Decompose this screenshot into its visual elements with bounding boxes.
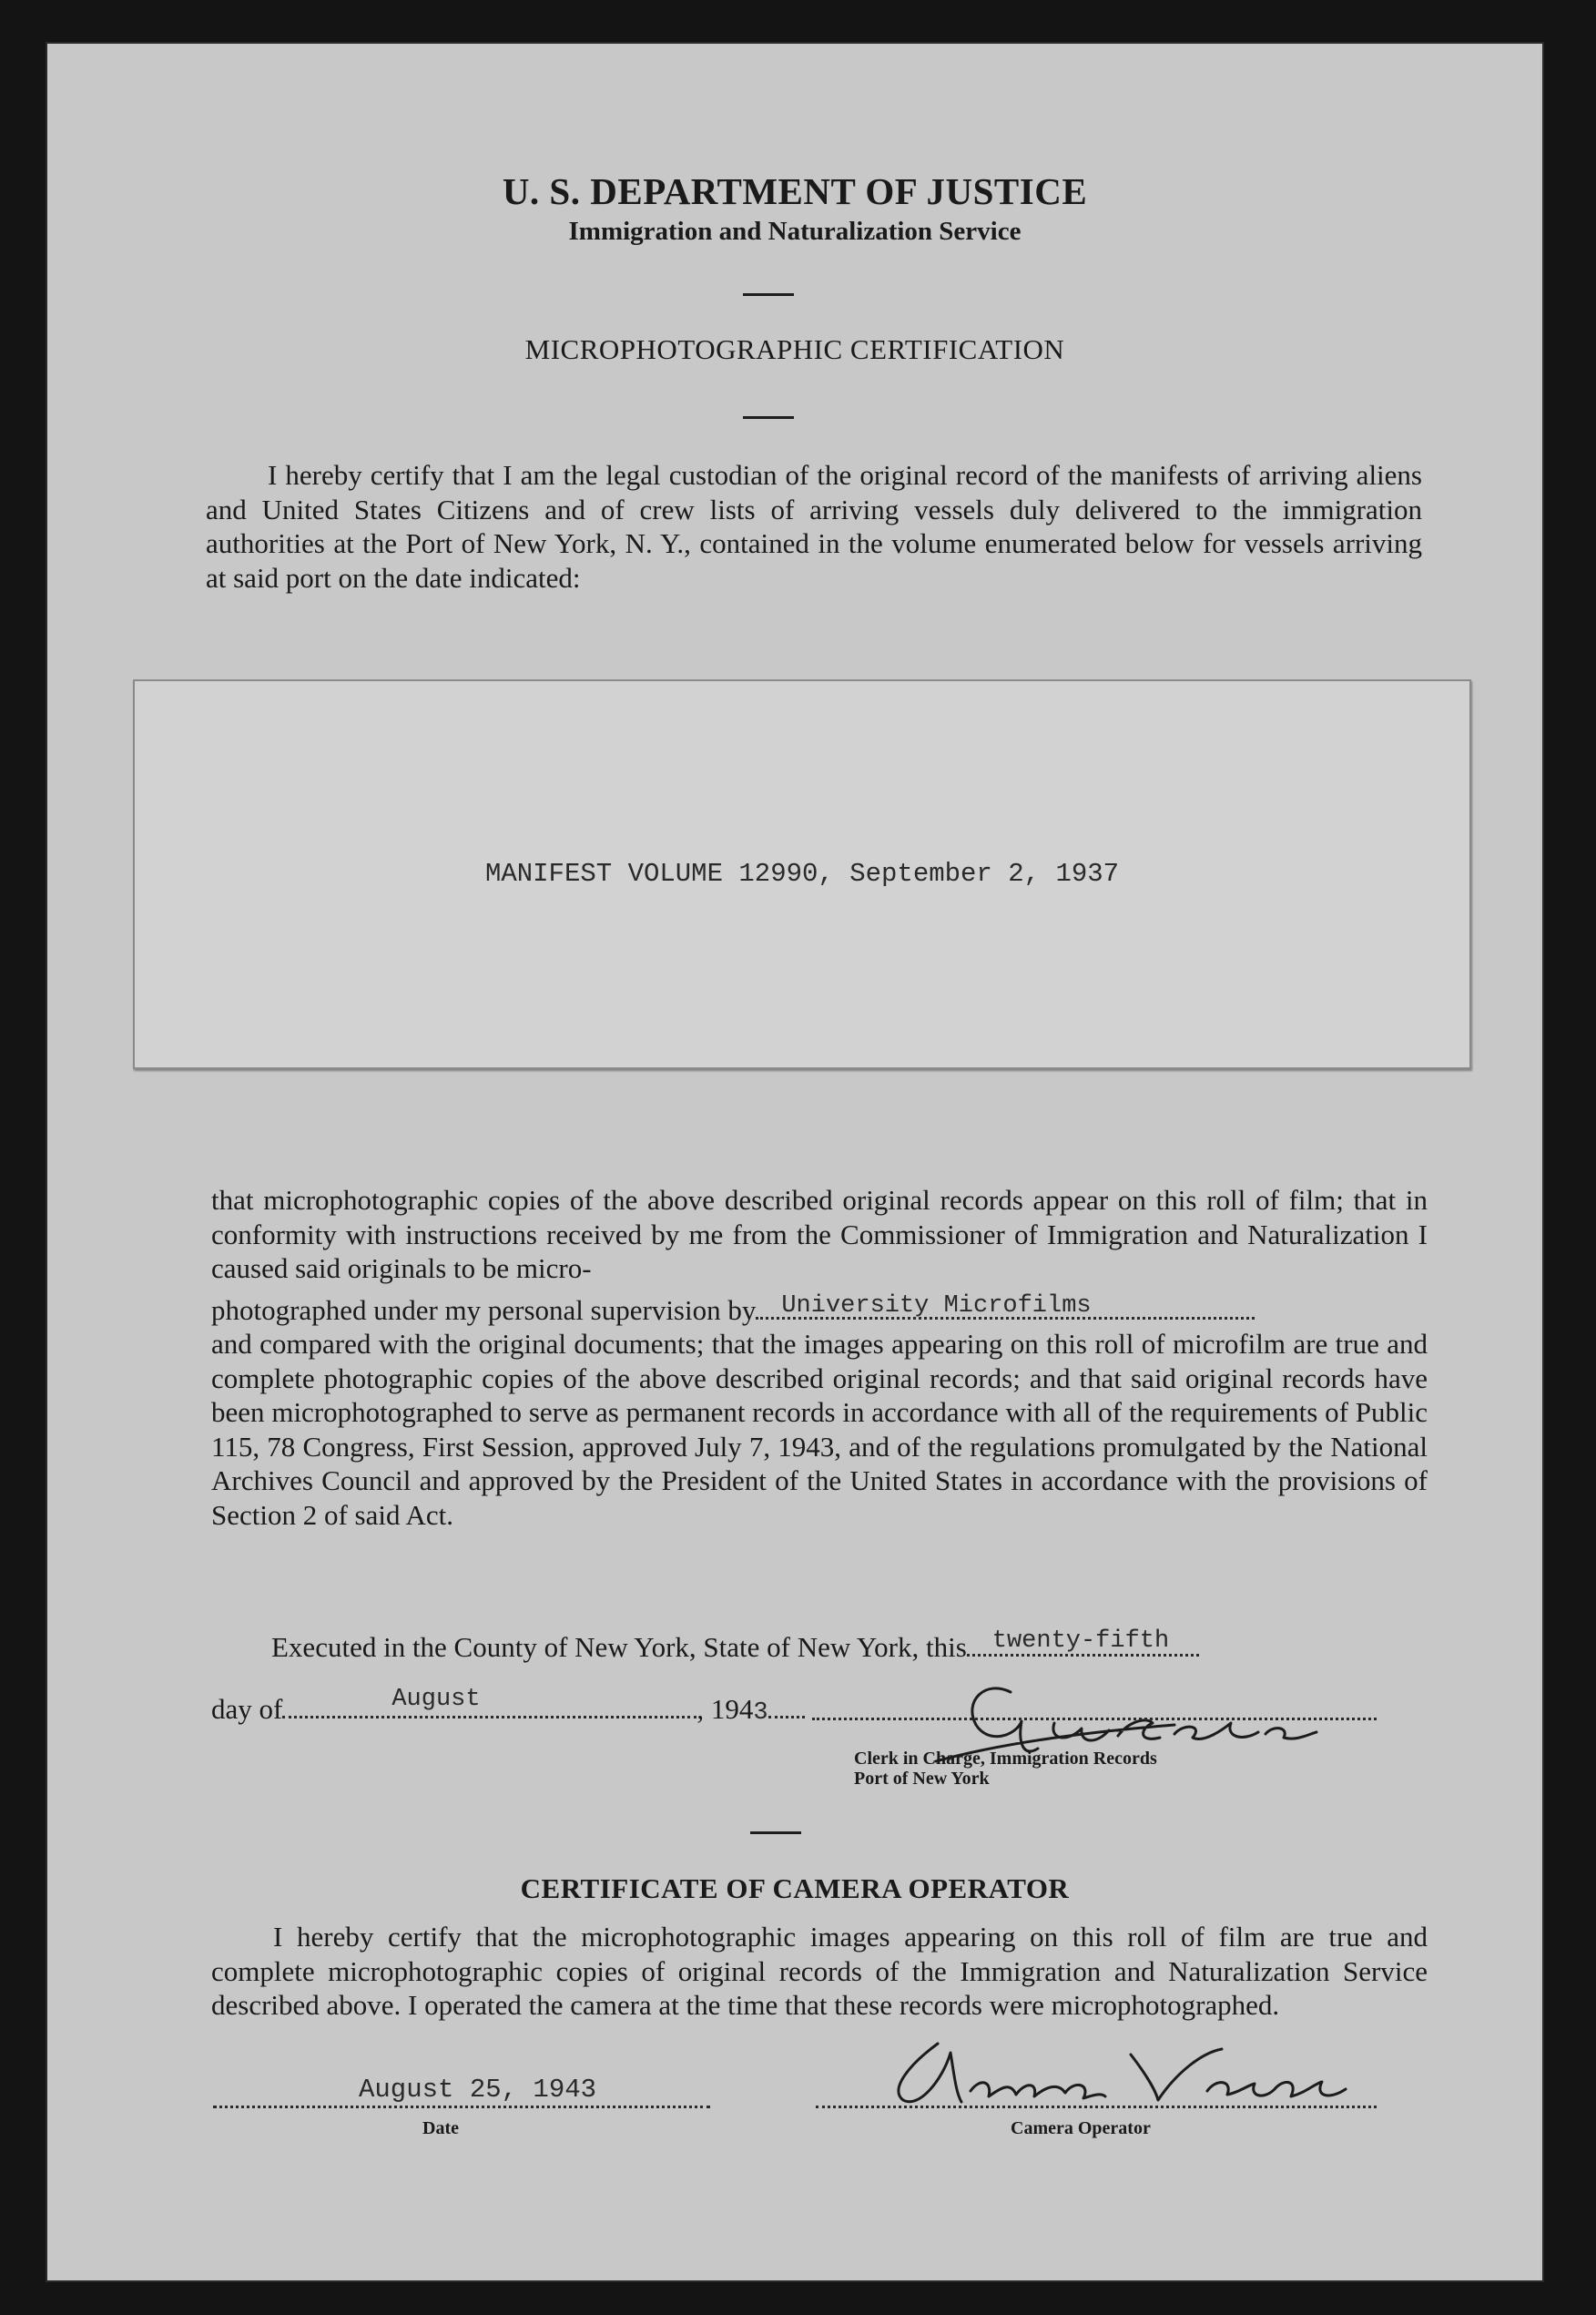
day-of-line: [211, 1688, 940, 1731]
intro-text: I hereby certify that I am the legal custodian of the original record of the manifests of arriving aliens and United States Citizens and of crew lists of arriving vessels duly delivered to the immigration authorities at the Port of New York, N. Y., contained in the volume enumerated below for vessels arriving at said port on the date indicated:: [206, 459, 1422, 594]
day-field: [967, 1627, 1199, 1657]
company-field: [756, 1290, 1255, 1320]
date-line: [213, 2106, 710, 2108]
supervision-lead: photographed under my personal supervision by: [211, 1293, 757, 1326]
divider-title: [743, 416, 794, 419]
clerk-signature-line: [812, 1718, 1377, 1720]
service-subheading: Immigration and Naturalization Service: [568, 217, 1022, 246]
clerk-title-line2: Port of New York: [854, 1769, 990, 1789]
clerk-title-line1: Clerk in Charge, Immigration Records: [854, 1749, 1157, 1769]
body-text-2: and compared with the original documents; that the images appearing on this roll of microfilm are true and complete photographic copies of the above described original records; and that said original records have been microphotographed to serve as permanent records in accordance with all of the requirements of Public 115, 78 Congress, First Session, approved July 7, 1943, and of the regulations promulgated by the National Archives Council and approved by the President of the United States in accordance with the provisions of Section 2 of said Act.: [211, 1328, 1428, 1531]
day-of-label: day of: [211, 1693, 283, 1725]
year-prefix: , 194: [696, 1693, 754, 1725]
department-heading: U. S. DEPARTMENT OF JUSTICE: [502, 170, 1088, 212]
camera-operator-paragraph: [211, 1920, 1428, 2023]
executed-lead: Executed in the County of New York, State of New York, this: [271, 1631, 967, 1663]
camera-operator-heading: CERTIFICATE OF CAMERA OPERATOR: [520, 1872, 1070, 1904]
operator-date-value: August 25, 1943: [359, 2075, 597, 2105]
date-label: Date: [422, 2118, 459, 2138]
day-value: twenty-fifth: [991, 1627, 1170, 1655]
operator-signature-line: [816, 2106, 1377, 2108]
month-value: August: [391, 1686, 481, 1713]
body-text-1: that microphotographic copies of the above described original records appear on this roll of film; that in conformity with instructions received by me from the Commissioner of Immigration and Naturalization I caused said originals to be micro-: [211, 1184, 1428, 1284]
body-paragraph: [211, 1183, 1428, 1532]
month-field: [282, 1688, 696, 1718]
year-digit: 3: [753, 1699, 768, 1727]
supervision-line: [211, 1290, 1428, 1328]
manifest-volume-label: MANIFEST VOLUME 12990, September 2, 1937: [484, 859, 1120, 889]
camera-operator-text: I hereby certify that the microphotographic images appearing on this roll of film are true and complete microphotographic copies of original records of the Immigration and Naturalization Service described above. I operated the camera at the time that these records were microphotographed.: [211, 1921, 1428, 2021]
divider-top: [743, 293, 794, 296]
certification-title: MICROPHOTOGRAPHIC CERTIFICATION: [524, 333, 1065, 365]
manifest-slip: [133, 679, 1471, 1069]
company-name: University Microfilms: [781, 1291, 1092, 1320]
divider-camera: [750, 1831, 801, 1834]
year-dots: [768, 1688, 805, 1718]
intro-paragraph: [206, 458, 1422, 595]
camera-operator-signature: [856, 2027, 1366, 2118]
certificate-sheet: [46, 42, 1544, 2282]
camera-operator-label: Camera Operator: [1011, 2118, 1151, 2138]
